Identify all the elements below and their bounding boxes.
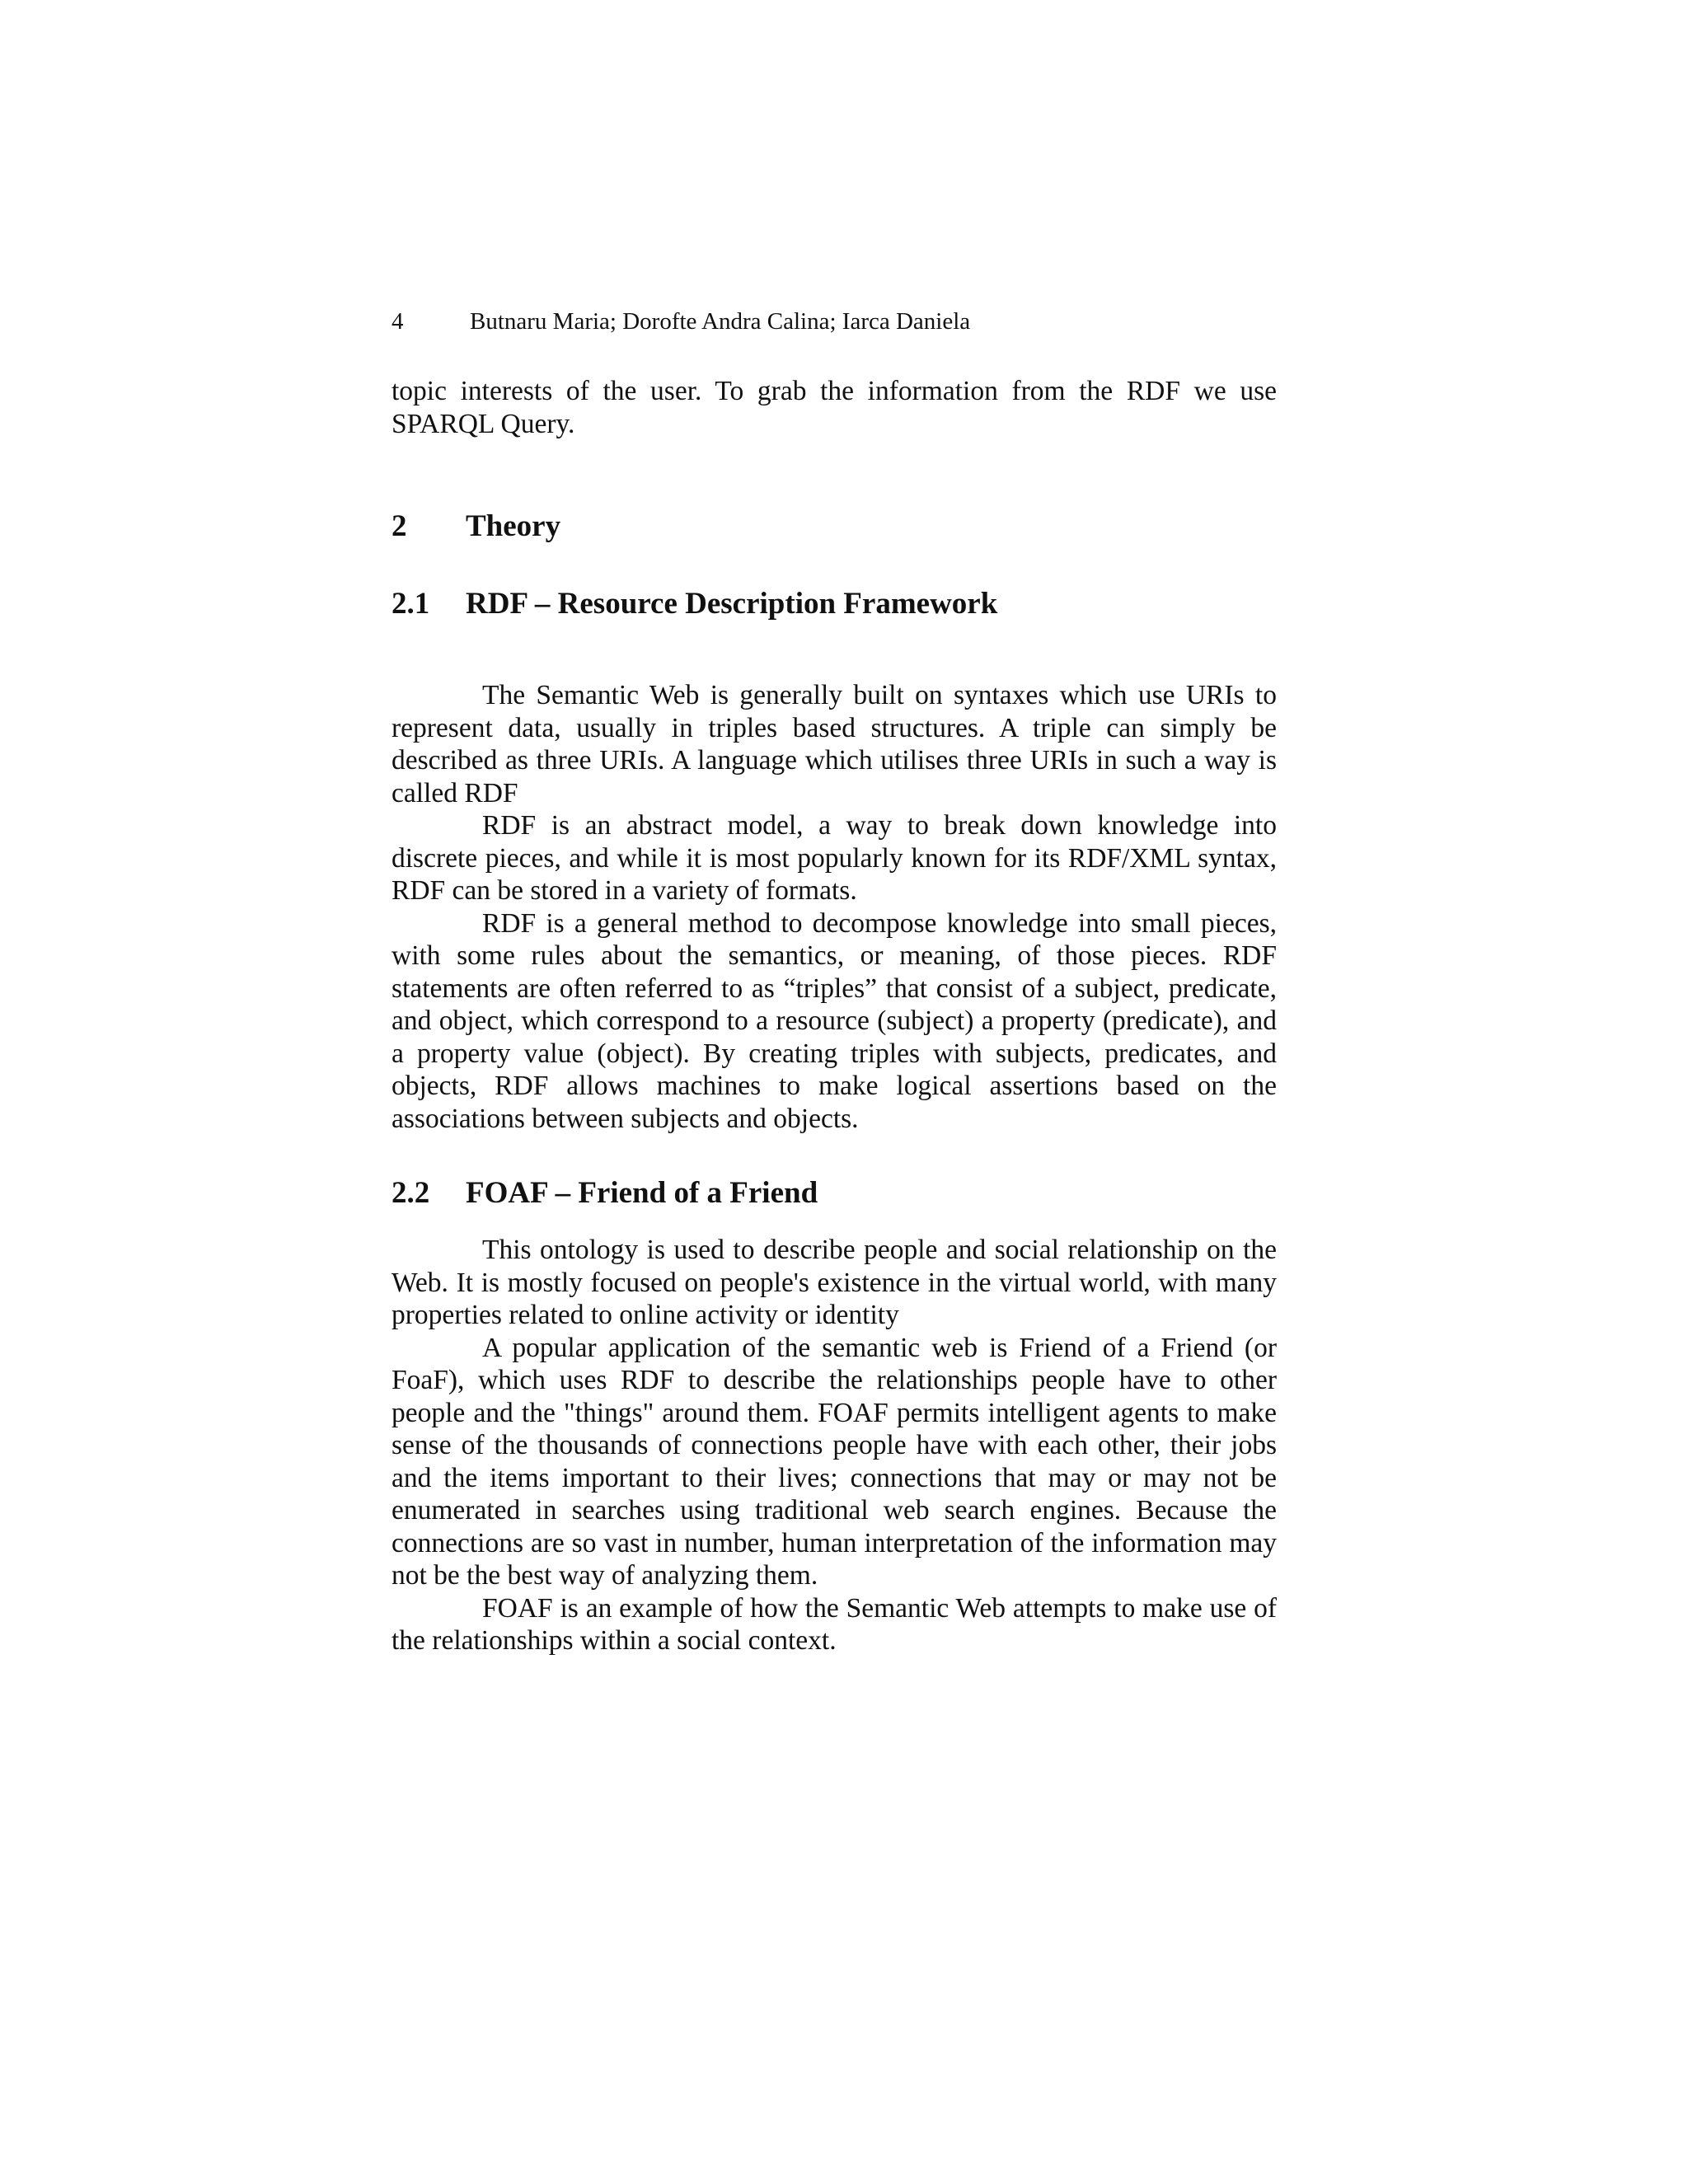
section-title: FOAF – Friend of a Friend <box>466 1176 818 1210</box>
intro-paragraph: topic interests of the user. To grab the information from the RDF we use SPARQL Query. <box>392 376 1277 439</box>
rdf-paragraph-1: The Semantic Web is generally built on syntaxes which use URIs to represent data, usually in triples based structures. A triple can simply be described as three URIs. A language which utilises three URIs in such a way is called RDF <box>392 680 1277 808</box>
foaf-paragraph-2: A popular application of the semantic web is Friend of a Friend (or FoaF), which uses RDF to describe the relationships people have to other people and the "things" around them. FOAF permits intelligent agents to make sense of the thousands of connections people have with each other, their jobs and the items important to their lives; connections that may or may not be enumerated in searches using traditional web search engines. Because the connections are so vast in number, human interpretation of the information may not be the best way of analyzing them. <box>392 1332 1277 1591</box>
section-heading-theory <box>392 508 1277 546</box>
section-number: 2.2 <box>392 1176 430 1210</box>
section-number: 2.1 <box>392 587 430 621</box>
foaf-paragraph-1: This ontology is used to describe people and social relationship on the Web. It is mostly focused on people's existence in the virtual world, with many properties related to online activity or identity <box>392 1235 1277 1330</box>
rdf-paragraph-2: RDF is an abstract model, a way to break down knowledge into discrete pieces, and while it is most popularly known for its RDF/XML syntax, RDF can be stored in a variety of formats. <box>392 810 1277 906</box>
header-authors: Butnaru Maria; Dorofte Andra Calina; Iarca Daniela <box>470 308 971 335</box>
section-title: RDF – Resource Description Framework <box>466 587 998 621</box>
section-heading-rdf <box>392 585 1277 623</box>
page-body <box>392 375 1277 1657</box>
section-heading-foaf <box>392 1174 1277 1212</box>
section-title: Theory <box>466 509 561 543</box>
rdf-paragraph-3: RDF is a general method to decompose knowledge into small pieces, with some rules about the semantics, or meaning, of those pieces. RDF statements are often referred to as “triples” that consist of a subject, predicate, and object, which correspond to a resource (subject) a property (predicate), and a property value (object). By creating triples with subjects, predicates, and objects, RDF allows machines to make logical assertions based on the associations between subjects and objects. <box>392 907 1277 1134</box>
running-header <box>392 305 1282 338</box>
foaf-paragraph-3: FOAF is an example of how the Semantic Web attempts to make use of the relationships within a social context. <box>392 1592 1277 1656</box>
section-number: 2 <box>392 509 407 543</box>
page-number: 4 <box>392 308 404 335</box>
